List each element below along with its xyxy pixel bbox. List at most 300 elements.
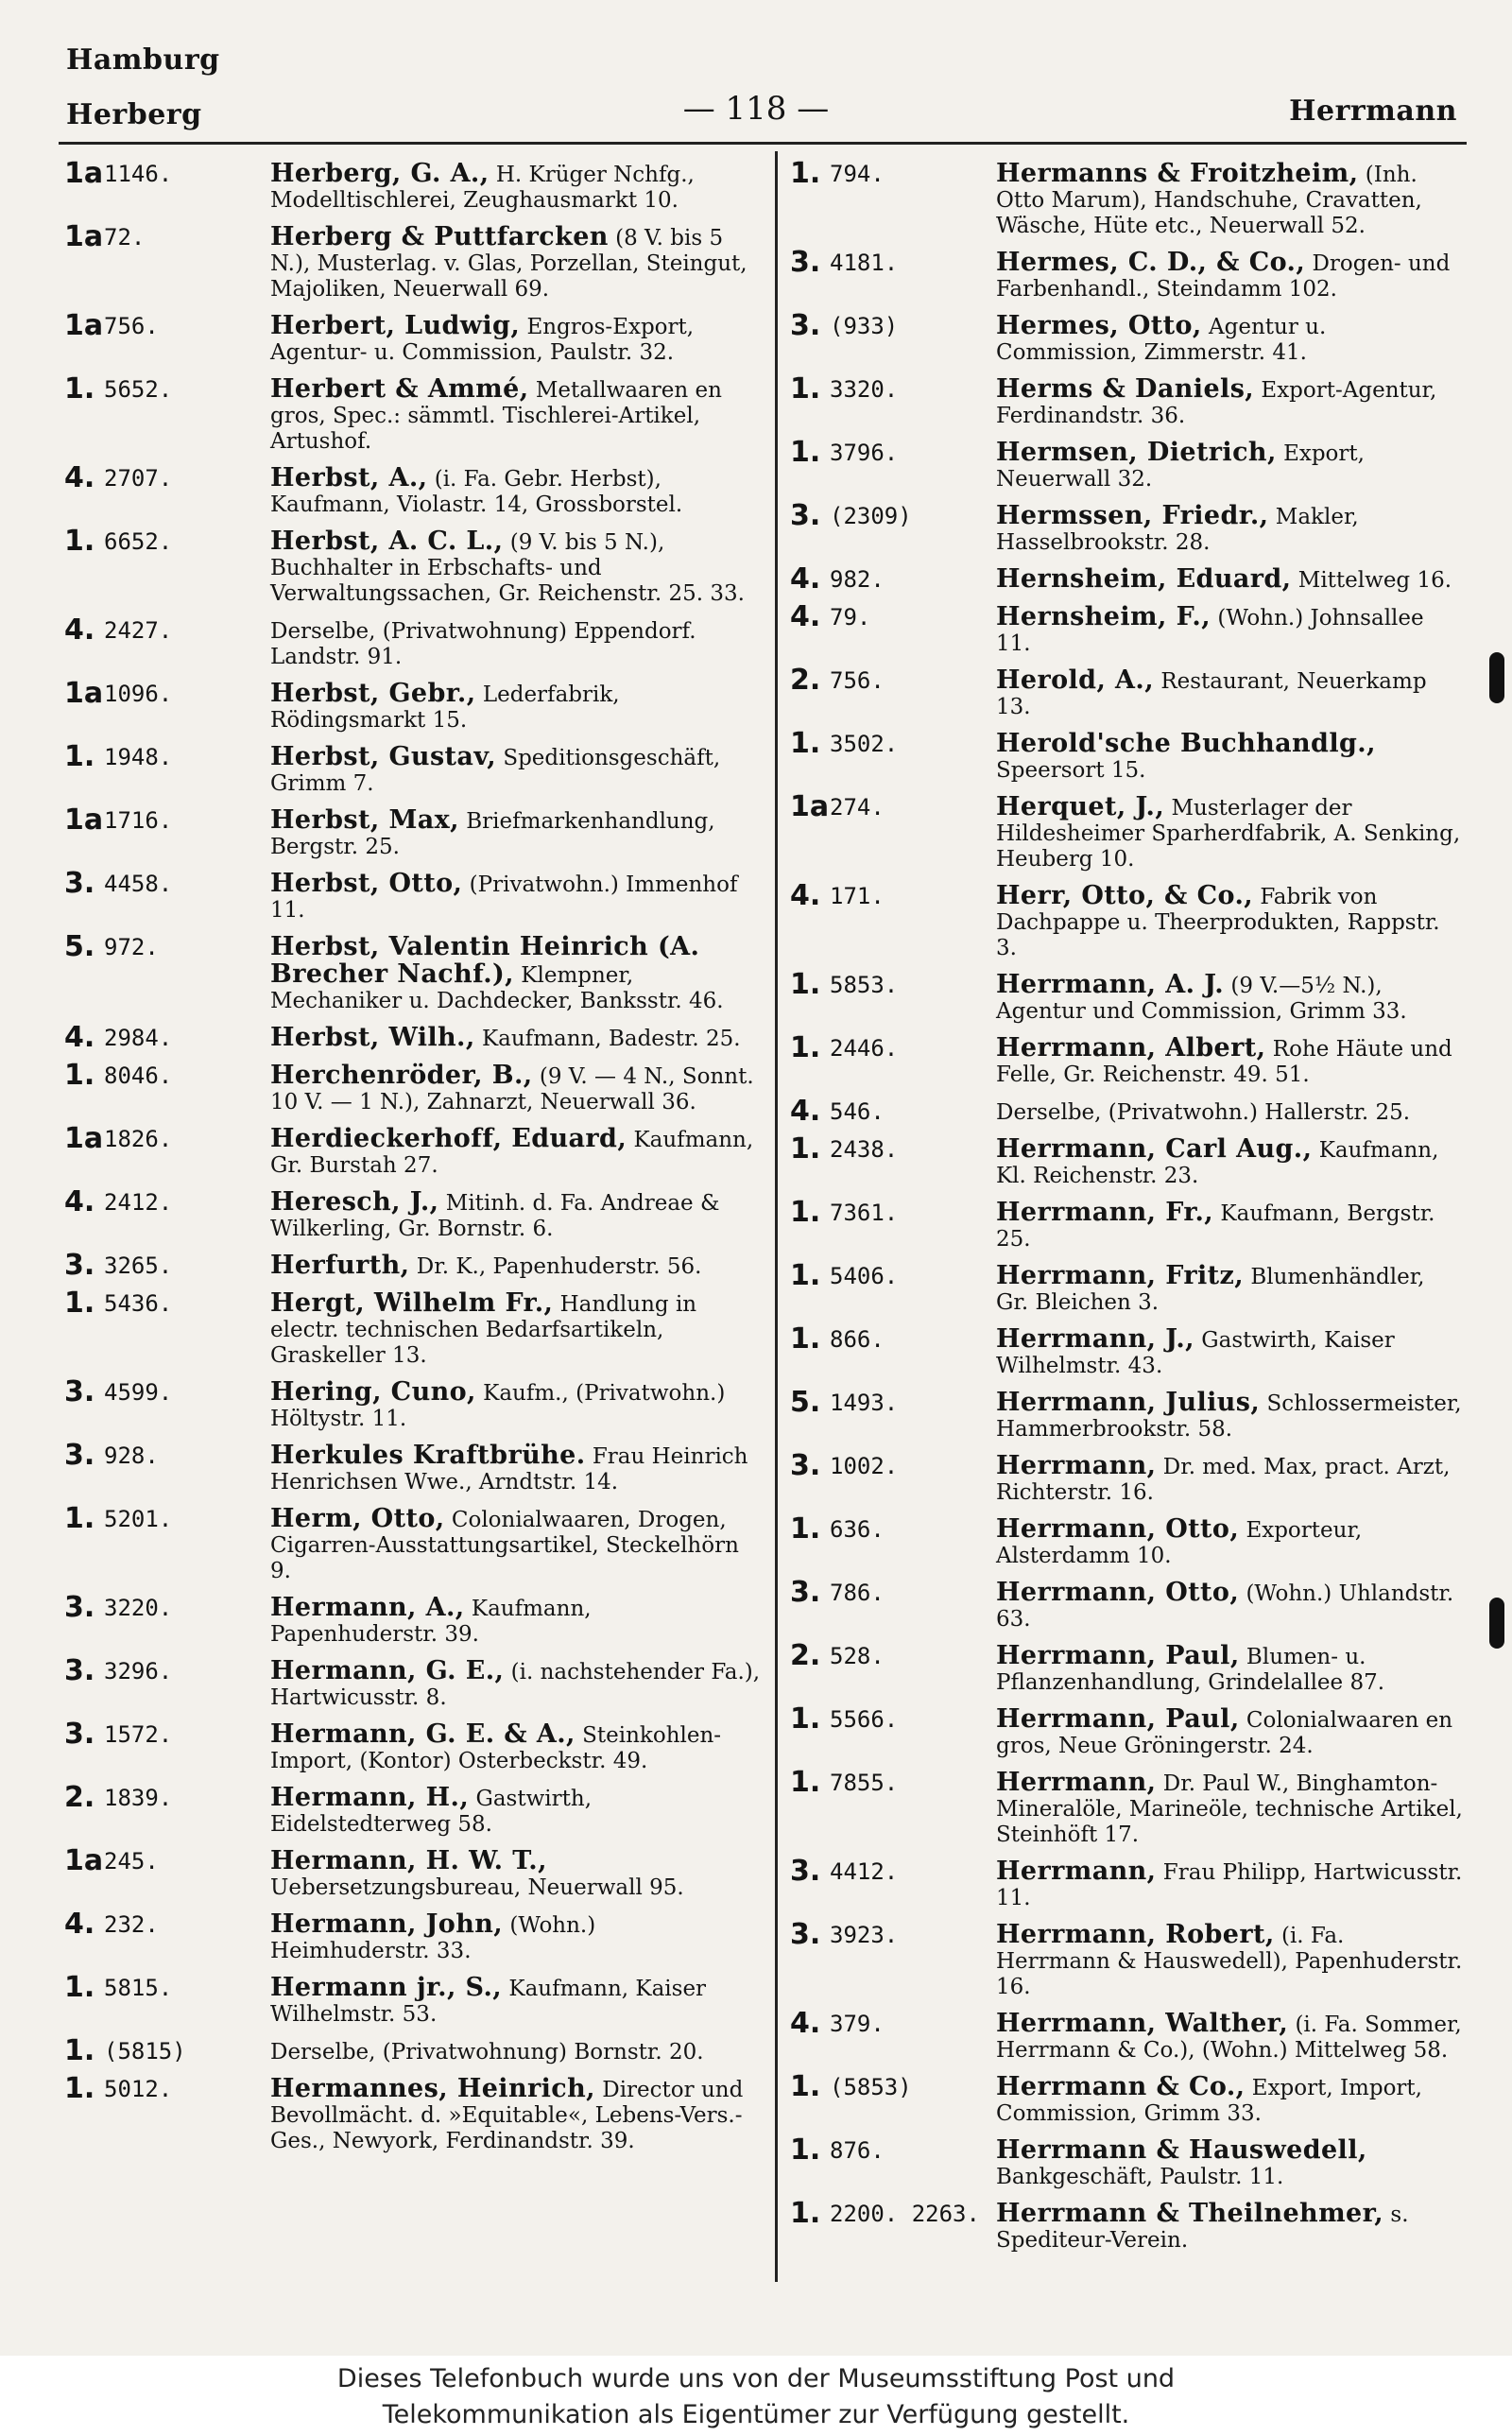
phone-number: 982. (830, 566, 885, 593)
subscriber-name: Herbst, A., (270, 463, 428, 492)
directory-entry (64, 1844, 762, 1901)
directory-entry (64, 1971, 762, 2028)
phone-number: 4181. (830, 250, 899, 276)
exchange-zone: 1. (790, 1322, 821, 1356)
subscriber-details: Metallwaaren en gros, Spec.: sämmtl. Tischlerei-Artikel, Artushof. (270, 378, 722, 454)
subscriber-details: Agentur u. Commission, Zimmerstr. 41. (996, 315, 1327, 365)
exchange-zone: 4. (64, 461, 95, 494)
binding-tab-marker (1489, 1598, 1504, 1649)
exchange-zone: 1. (64, 1502, 95, 1535)
phone-number: 876. (830, 2137, 885, 2164)
directory-entry (64, 1021, 762, 1054)
exchange-zone: 3. (64, 1249, 95, 1282)
phone-number: 2446. (830, 1035, 899, 1062)
exchange-zone: 1. (64, 525, 95, 558)
subscriber-details: Colonialwaaren en gros, Neue Gröningerstr. 24. (996, 1708, 1453, 1758)
exchange-zone: 4. (790, 600, 821, 633)
subscriber-details: Frau Philipp, Hartwicusstr. 11. (996, 1860, 1463, 1910)
directory-entry (64, 1718, 762, 1774)
exchange-zone: 1. (790, 1766, 821, 1799)
subscriber-name: Herbst, Valentin Heinrich (A. Brecher Nachf.), (270, 932, 700, 989)
directory-entry (790, 727, 1463, 784)
phone-number: 4458. (104, 871, 173, 897)
phone-number: 2984. (104, 1025, 173, 1051)
exchange-zone: 1. (64, 1971, 95, 2004)
subscriber-details: Klempner, Mechaniker u. Dachdecker, Banksstr. 46. (270, 963, 724, 1013)
directory-entry (790, 1259, 1463, 1316)
phone-number: 3296. (104, 1658, 173, 1684)
subscriber-name: Herrmann, Paul, (996, 1704, 1240, 1734)
directory-entry (64, 1908, 762, 1964)
exchange-zone: 1a (64, 309, 104, 342)
phone-number: 79. (830, 604, 871, 631)
exchange-zone: 1. (64, 740, 95, 773)
exchange-zone: 3. (64, 1718, 95, 1751)
directory-entry (790, 372, 1463, 429)
subscriber-details: Dr. Paul W., Binghamton-Mineralöle, Marineöle, technische Artikel, Steinhöft 17. (996, 1771, 1463, 1847)
phone-number: 1096. (104, 681, 173, 707)
phone-number: 2427. (104, 617, 173, 644)
directory-entry (64, 461, 762, 518)
exchange-zone: 1. (790, 968, 821, 1001)
exchange-zone: 1. (64, 2072, 95, 2105)
exchange-zone: 3. (64, 1591, 95, 1624)
running-head-last-keyword: Herrmann (1289, 95, 1457, 128)
subscriber-name: Herbst, Otto, (270, 869, 463, 898)
subscriber-details: Kaufmann, Kl. Reichenstr. 23. (996, 1138, 1439, 1188)
directory-entry (790, 664, 1463, 720)
phone-number: 1572. (104, 1721, 173, 1748)
subscriber-details: Kaufmann, Kaiser Wilhelmstr. 53. (270, 1977, 707, 2027)
exchange-zone: 1. (790, 2197, 821, 2230)
subscriber-name: Herbst, Gustav, (270, 742, 497, 771)
exchange-zone: 1a (64, 1844, 104, 1877)
phone-number: 756. (104, 313, 159, 339)
exchange-zone: 2. (790, 1639, 821, 1672)
phone-number: 4412. (830, 1858, 899, 1885)
subscriber-name: Herms & Daniels, (996, 374, 1255, 404)
subscriber-name: Herrmann, Walther, (996, 2009, 1289, 2038)
directory-entry (790, 2070, 1463, 2127)
subscriber-name: Hermes, Otto, (996, 311, 1202, 340)
phone-number: 4599. (104, 1379, 173, 1406)
directory-entry (790, 1322, 1463, 1379)
exchange-zone: 2. (64, 1781, 95, 1814)
directory-entry (790, 2197, 1463, 2254)
subscriber-details: Kaufmann, Gr. Burstah 27. (270, 1128, 754, 1178)
subscriber-name: Hergt, Wilhelm Fr., (270, 1288, 554, 1318)
subscriber-details: (9 V. — 4 N., Sonnt. 10 V. — 1 N.), Zahnarzt, Neuerwall 36. (270, 1064, 754, 1114)
column-divider (775, 151, 778, 2282)
subscriber-name: Hermann, John, (270, 1909, 504, 1939)
subscriber-details: Uebersetzungsbureau, Neuerwall 95. (270, 1875, 684, 1900)
subscriber-name: Herbert, Ludwig, (270, 311, 521, 340)
subscriber-name: Herrmann, Otto, (996, 1578, 1240, 1607)
subscriber-details: Speersort 15. (996, 758, 1146, 783)
subscriber-details: Export, Import, Commission, Grimm 33. (996, 2076, 1422, 2126)
exchange-zone: 1a (790, 790, 830, 823)
phone-number: 1002. (830, 1453, 899, 1479)
subscriber-name: Herrmann, Albert, (996, 1033, 1266, 1063)
phone-number: 274. (830, 794, 885, 821)
exchange-zone: 4. (64, 1908, 95, 1941)
subscriber-name: Herr, Otto, & Co., (996, 881, 1254, 910)
phone-number: 3923. (830, 1922, 899, 1948)
subscriber-details: (8 V. bis 5 N.), Musterlag. v. Glas, Porzellan, Steingut, Majoliken, Neuerwall 69. (270, 226, 747, 302)
phone-number: 756. (830, 667, 885, 694)
exchange-zone: 1a (64, 677, 104, 710)
subscriber-name: Hermann jr., S., (270, 1973, 503, 2002)
subscriber-details: Handlung in electr. technischen Bedarfsartikeln, Graskeller 13. (270, 1292, 697, 1368)
phone-number: 1839. (104, 1785, 173, 1811)
directory-entry (790, 499, 1463, 556)
subscriber-name: Hermann, G. E., (270, 1656, 505, 1685)
subscriber-details: Makler, Hasselbrookstr. 28. (996, 505, 1359, 555)
subscriber-name: Herbst, Gebr., (270, 679, 476, 708)
subscriber-details: Speditionsgeschäft, Grimm 7. (270, 746, 721, 796)
phone-number: 636. (830, 1516, 885, 1543)
subscriber-name: Herfurth, (270, 1251, 410, 1280)
subscriber-name: Hermann, A., (270, 1593, 465, 1622)
footer-notice (0, 2356, 1512, 2436)
directory-entry (64, 1122, 762, 1179)
phone-number: 2200. 2263. (830, 2201, 980, 2227)
directory-entry (790, 1449, 1463, 1506)
subscriber-name: Hermsen, Dietrich, (996, 438, 1277, 467)
subscriber-name: Herrmann, (996, 1768, 1157, 1797)
exchange-zone: 1. (790, 372, 821, 406)
subscriber-details: Bankgeschäft, Paulstr. 11. (996, 2165, 1284, 2189)
subscriber-details: Dr. med. Max, pract. Arzt, Richterstr. 16. (996, 1455, 1451, 1505)
directory-entry (64, 372, 762, 455)
subscriber-name: Herquet, J., (996, 792, 1165, 821)
directory-entry (790, 1576, 1463, 1633)
subscriber-details: Exporteur, Alsterdamm 10. (996, 1518, 1363, 1568)
phone-number: 794. (830, 161, 885, 187)
exchange-zone: 1. (790, 2070, 821, 2103)
directory-entry (790, 246, 1463, 302)
subscriber-details: Derselbe, (Privatwohn.) Hallerstr. 25. (996, 1100, 1411, 1125)
directory-entry (64, 1287, 762, 1369)
directory-entry (64, 525, 762, 607)
subscriber-name: Herrmann & Hauswedell, (996, 2135, 1367, 2165)
directory-entry (790, 600, 1463, 657)
exchange-zone: 1. (790, 157, 821, 190)
exchange-zone: 1. (790, 2134, 821, 2167)
phone-number: 1146. (104, 161, 173, 187)
subscriber-name: Hermann, H. W. T., (270, 1846, 547, 1875)
phone-number: 379. (830, 2011, 885, 2037)
phone-number: 866. (830, 1326, 885, 1353)
phone-number: 5436. (104, 1290, 173, 1317)
exchange-zone: 1a (64, 220, 104, 253)
subscriber-name: Hering, Cuno, (270, 1377, 476, 1407)
phone-number: 1948. (104, 744, 173, 770)
directory-entry (790, 157, 1463, 239)
subscriber-details: Schlossermeister, Hammerbrookstr. 58. (996, 1391, 1462, 1442)
subscriber-details: (Wohn.) Johnsallee 11. (996, 606, 1424, 656)
phone-number: 2412. (104, 1189, 173, 1216)
phone-number: 5815. (104, 1975, 173, 2001)
phone-number: 3220. (104, 1595, 173, 1621)
subscriber-name: Herberg, G. A., (270, 159, 490, 188)
directory-entry (790, 790, 1463, 872)
exchange-zone: 4. (64, 1021, 95, 1054)
directory-entry (790, 2134, 1463, 2190)
directory-entry (64, 677, 762, 734)
subscriber-details: Briefmarkenhandlung, Bergstr. 25. (270, 809, 715, 859)
subscriber-name: Hermann, G. E. & A., (270, 1719, 576, 1749)
directory-entry (64, 1249, 762, 1282)
subscriber-name: Herold'sche Buchhandlg., (996, 729, 1376, 758)
subscriber-name: Herberg & Puttfarcken (270, 222, 609, 251)
exchange-zone: 1. (64, 1287, 95, 1320)
directory-entry (64, 1185, 762, 1242)
directory-entry (64, 1375, 762, 1432)
exchange-zone: 1. (790, 1259, 821, 1292)
phone-number: 5406. (830, 1263, 899, 1289)
exchange-zone: 1a (64, 1122, 104, 1155)
subscriber-details: Colonialwaaren, Drogen, Cigarren-Ausstattungsartikel, Steckelhörn 9. (270, 1508, 739, 1583)
directory-entry (64, 2034, 762, 2067)
subscriber-name: Herrmann, Robert, (996, 1920, 1275, 1949)
subscriber-name: Herrmann, (996, 1857, 1157, 1886)
subscriber-details: (Inh. Otto Marum), Handschuhe, Cravatten, Wäsche, Hüte etc., Neuerwall 52. (996, 163, 1422, 238)
phone-number: 3320. (830, 376, 899, 403)
footer-line: Dieses Telefonbuch wurde uns von der Museumsstiftung Post und (336, 2364, 1176, 2393)
directory-entry (64, 803, 762, 860)
subscriber-details: Export, Neuerwall 32. (996, 441, 1365, 492)
phone-number: 8046. (104, 1063, 173, 1089)
exchange-zone: 3. (790, 1576, 821, 1609)
subscriber-details: Blumenhändler, Gr. Bleichen 3. (996, 1265, 1425, 1315)
subscriber-details: (9 V.—5½ N.), Agentur und Commission, Grimm 33. (996, 974, 1407, 1024)
directory-entry (64, 930, 762, 1014)
exchange-zone: 1. (790, 1512, 821, 1546)
subscriber-name: Herrmann, Fr., (996, 1198, 1214, 1227)
subscriber-details: Kaufmann, Papenhuderstr. 39. (270, 1597, 592, 1647)
phone-number: 232. (104, 1911, 159, 1938)
exchange-zone: 3. (64, 1375, 95, 1408)
subscriber-name: Heresch, J., (270, 1187, 439, 1217)
directory-entry (64, 1439, 762, 1495)
directory-entry (790, 1639, 1463, 1696)
subscriber-name: Herrmann, Carl Aug., (996, 1134, 1313, 1164)
subscriber-details: Rohe Häute und Felle, Gr. Reichenstr. 49. 51. (996, 1037, 1452, 1087)
subscriber-details: (i. Fa. Herrmann & Hauswedell), Papenhuderstr. 16. (996, 1924, 1463, 1999)
subscriber-details: Director und Bevollmächt. d. »Equitable«, Lebens-Vers.-Ges., Newyork, Ferdinandstr. 39. (270, 2078, 744, 2153)
subscriber-name: Herold, A., (996, 665, 1155, 695)
directory-entry (64, 740, 762, 797)
subscriber-name: Herchenröder, B., (270, 1061, 533, 1090)
subscriber-details: Engros-Export, Agentur- u. Commission, Paulstr. 32. (270, 315, 695, 365)
subscriber-name: Hernsheim, Eduard, (996, 564, 1292, 594)
exchange-zone: 3. (790, 1855, 821, 1888)
exchange-zone: 4. (790, 562, 821, 596)
subscriber-name: Herrmann, Julius, (996, 1388, 1261, 1417)
phone-number: 1826. (104, 1126, 173, 1152)
directory-entry (790, 1196, 1463, 1253)
subscriber-details: s. Spediteur-Verein. (996, 2203, 1409, 2253)
exchange-zone: 4. (64, 1185, 95, 1218)
directory-entry (790, 1031, 1463, 1088)
directory-entry (790, 1855, 1463, 1911)
exchange-zone: 3. (64, 1654, 95, 1687)
subscriber-name: Herrmann, Paul, (996, 1641, 1240, 1670)
exchange-zone: 1. (64, 372, 95, 406)
subscriber-name: Herrmann, A. J. (996, 970, 1225, 999)
exchange-zone: 1. (790, 1132, 821, 1166)
subscriber-details: (Wohn.) Uhlandstr. 63. (996, 1581, 1454, 1632)
subscriber-name: Herkules Kraftbrühe. (270, 1441, 586, 1470)
exchange-zone: 5. (64, 930, 95, 963)
subscriber-details: Kaufmann, Bergstr. 25. (996, 1201, 1435, 1252)
subscriber-details: Derselbe, (Privatwohnung) Bornstr. 20. (270, 2040, 704, 2065)
phone-number: 1716. (104, 807, 173, 834)
left-column (64, 157, 762, 2165)
subscriber-name: Hermannes, Heinrich, (270, 2074, 595, 2103)
exchange-zone: 4. (790, 879, 821, 912)
directory-entry (64, 1654, 762, 1711)
subscriber-name: Herrmann & Theilnehmer, (996, 2199, 1384, 2228)
directory-entry (64, 1059, 762, 1115)
subscriber-name: Hermann, H., (270, 1783, 470, 1812)
subscriber-name: Herm, Otto, (270, 1504, 445, 1533)
exchange-zone: 1. (790, 1031, 821, 1064)
phone-number: 546. (830, 1098, 885, 1125)
subscriber-name: Hernsheim, F., (996, 602, 1211, 631)
subscriber-details: (i. Fa. Gebr. Herbst), Kaufmann, Violastr. 14, Grossborstel. (270, 467, 683, 517)
phone-number: (933) (830, 313, 899, 339)
directory-entry (64, 2072, 762, 2154)
exchange-zone: 3. (790, 1449, 821, 1482)
exchange-zone: 1. (790, 1196, 821, 1229)
directory-entry (790, 1918, 1463, 2000)
footer-line: Telekommunikation als Eigentümer zur Verfügung gestellt. (382, 2400, 1130, 2429)
phone-number: 528. (830, 1643, 885, 1669)
subscriber-details: (i. nachstehender Fa.), Hartwicusstr. 8. (270, 1660, 761, 1710)
directory-entry (790, 1386, 1463, 1443)
directory-entry (790, 1702, 1463, 1759)
subscriber-details: H. Krüger Nchfg., Modelltischlerei, Zeughausmarkt 10. (270, 163, 695, 213)
phone-number: 5652. (104, 376, 173, 403)
subscriber-details: Gastwirth, Eidelstedterweg 58. (270, 1787, 593, 1837)
exchange-zone: 4. (790, 2007, 821, 2040)
exchange-zone: 3. (790, 309, 821, 342)
subscriber-details: Lederfabrik, Rödingsmarkt 15. (270, 682, 620, 733)
right-column (790, 157, 1463, 2264)
subscriber-details: Derselbe, (Privatwohnung) Eppendorf. Landstr. 91. (270, 619, 696, 669)
directory-entry (790, 1132, 1463, 1189)
running-head-city: Hamburg (66, 43, 220, 77)
directory-entry (790, 1095, 1463, 1128)
subscriber-details: (Privatwohn.) Immenhof 11. (270, 872, 738, 923)
exchange-zone: 3. (64, 1439, 95, 1472)
exchange-zone: 5. (790, 1386, 821, 1419)
subscriber-details: Mittelweg 16. (1291, 568, 1452, 593)
exchange-zone: 1a (64, 157, 104, 190)
phone-number: 72. (104, 224, 146, 251)
phone-number: 2438. (830, 1136, 899, 1163)
subscriber-details: Blumen- u. Pflanzenhandlung, Grindelallee 87. (996, 1645, 1385, 1695)
phone-number: 6652. (104, 528, 173, 555)
subscriber-details: (9 V. bis 5 N.), Buchhalter in Erbschafts- und Verwaltungssachen, Gr. Reichenstr. 25. 33. (270, 530, 745, 606)
phone-number: 7855. (830, 1770, 899, 1796)
subscriber-details: (i. Fa. Sommer, Herrmann & Co.), (Wohn.) Mittelweg 58. (996, 2013, 1462, 2063)
subscriber-details: (Wohn.) Heimhuderstr. 33. (270, 1913, 596, 1963)
phone-number: 171. (830, 883, 885, 909)
subscriber-details: Frau Heinrich Henrichsen Wwe., Arndtstr. 14. (270, 1444, 748, 1494)
directory-entry (64, 1502, 762, 1584)
phone-number: 7361. (830, 1200, 899, 1226)
exchange-zone: 1. (64, 1059, 95, 1092)
subscriber-details: Kaufm., (Privatwohn.) Höltystr. 11. (270, 1381, 726, 1431)
subscriber-details: Dr. K., Papenhuderstr. 56. (409, 1254, 702, 1279)
phone-number: 786. (830, 1580, 885, 1606)
directory-entry (790, 436, 1463, 492)
phone-number: (5853) (830, 2074, 912, 2100)
phone-number: 245. (104, 1848, 159, 1875)
directory-entry (790, 1766, 1463, 1848)
phone-number: 972. (104, 934, 159, 960)
subscriber-name: Hermes, C. D., & Co., (996, 248, 1306, 277)
exchange-zone: 4. (64, 613, 95, 647)
subscriber-details: Drogen- und Farbenhandl., Steindamm 102. (996, 251, 1451, 302)
subscriber-name: Herbst, Wilh., (270, 1023, 475, 1052)
exchange-zone: 1a (64, 803, 104, 837)
subscriber-name: Hermanns & Froitzheim, (996, 159, 1359, 188)
directory-entry (64, 1781, 762, 1838)
phone-number: 928. (104, 1443, 159, 1469)
phone-number: 3796. (830, 440, 899, 466)
phone-number: 3502. (830, 731, 899, 757)
subscriber-name: Herrmann, Otto, (996, 1514, 1240, 1544)
header-rule (59, 142, 1467, 145)
directory-entry (64, 867, 762, 924)
exchange-zone: 4. (790, 1095, 821, 1128)
phone-number: 2707. (104, 465, 173, 492)
phone-number: 5201. (104, 1506, 173, 1532)
subscriber-details: Kaufmann, Badestr. 25. (474, 1027, 741, 1051)
directory-entry (64, 220, 762, 302)
exchange-zone: 1. (790, 1702, 821, 1736)
phone-number: 5566. (830, 1706, 899, 1733)
subscriber-details: Steinkohlen-Import, (Kontor) Osterbeckstr. 49. (270, 1723, 722, 1773)
directory-entry (790, 2007, 1463, 2064)
subscriber-name: Herbst, Max, (270, 805, 459, 835)
phone-number: 3265. (104, 1253, 173, 1279)
phone-number: (5815) (104, 2038, 186, 2065)
subscriber-name: Herbst, A. C. L., (270, 527, 504, 556)
subscriber-name: Herrmann, J., (996, 1324, 1194, 1354)
subscriber-name: Herdieckerhoff, Eduard, (270, 1124, 627, 1153)
page-number: — 118 — (682, 90, 830, 128)
subscriber-name: Herrmann & Co., (996, 2072, 1246, 2101)
directory-entry (64, 1591, 762, 1648)
exchange-zone: 3. (790, 1918, 821, 1951)
phone-number: 1493. (830, 1390, 899, 1416)
phone-number: 5853. (830, 972, 899, 998)
subscriber-details: Fabrik von Dachpappe u. Theerprodukten, Rappstr. 3. (996, 885, 1440, 960)
directory-entry (790, 879, 1463, 961)
subscriber-name: Hermssen, Friedr., (996, 501, 1269, 530)
directory-entry (790, 562, 1463, 596)
phone-number: 5012. (104, 2076, 173, 2102)
phone-number: (2309) (830, 503, 912, 529)
subscriber-details: Mitinh. d. Fa. Andreae & Wilkerling, Gr. Bornstr. 6. (270, 1191, 720, 1241)
directory-entry (790, 309, 1463, 366)
subscriber-details: Restaurant, Neuerkamp 13. (996, 669, 1427, 719)
